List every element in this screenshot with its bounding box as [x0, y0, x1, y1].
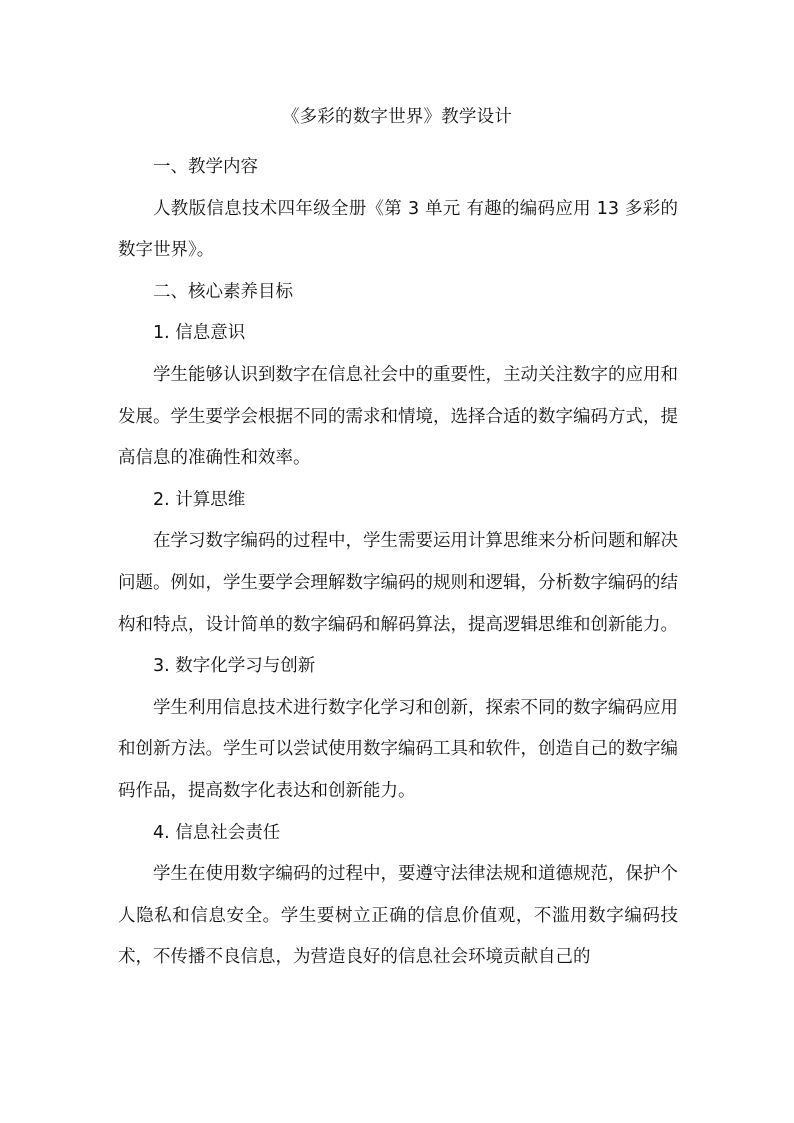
subheading-information-awareness: 1. 信息意识: [153, 323, 246, 344]
section-heading-core-goals: 二、核心素养目标: [153, 281, 293, 302]
subheading-social-responsibility: 4. 信息社会责任: [153, 822, 281, 843]
paragraph-computational-thinking: 在学习数字编码的过程中，学生需要运用计算思维来分析问题和解决问题。例如，学生要学会理解数字编码的规则和逻辑，分析数字编码的结构和特点，设计简单的数字编码和解码算法，提高逻辑思维和创新能力。: [118, 531, 678, 635]
paragraph-information-awareness: 学生能够认识到数字在信息社会中的重要性，主动关注数字的应用和发展。学生要学会根据不同的需求和情境，选择合适的数字编码方式，提高信息的准确性和效率。: [118, 364, 678, 469]
paragraph-teaching-content: 人教版信息技术四年级全册《第 3 单元 有趣的编码应用 13 多彩的数字世界》。: [118, 198, 678, 261]
subheading-digital-learning: 3. 数字化学习与创新: [153, 656, 316, 677]
document-body: [118, 147, 678, 979]
paragraph-social-responsibility: 学生在使用数字编码的过程中，要遵守法律法规和道德规范，保护个人隐私和信息安全。学生要树立正确的信息价值观，不滥用数字编码技术，不传播不良信息，为营造良好的信息社会环境贡献自己的: [118, 864, 678, 968]
document-title: 《多彩的数字世界》教学设计: [281, 107, 513, 127]
section-heading-teaching-content: 一、教学内容: [153, 157, 258, 177]
subheading-computational-thinking: 2. 计算思维: [153, 489, 246, 510]
paragraph-digital-learning: 学生利用信息技术进行数字化学习和创新，探索不同的数字编码应用和创新方法。学生可以尝试使用数字编码工具和软件，创造自己的数字编码作品，提高数字化表达和创新能力。: [118, 697, 678, 801]
